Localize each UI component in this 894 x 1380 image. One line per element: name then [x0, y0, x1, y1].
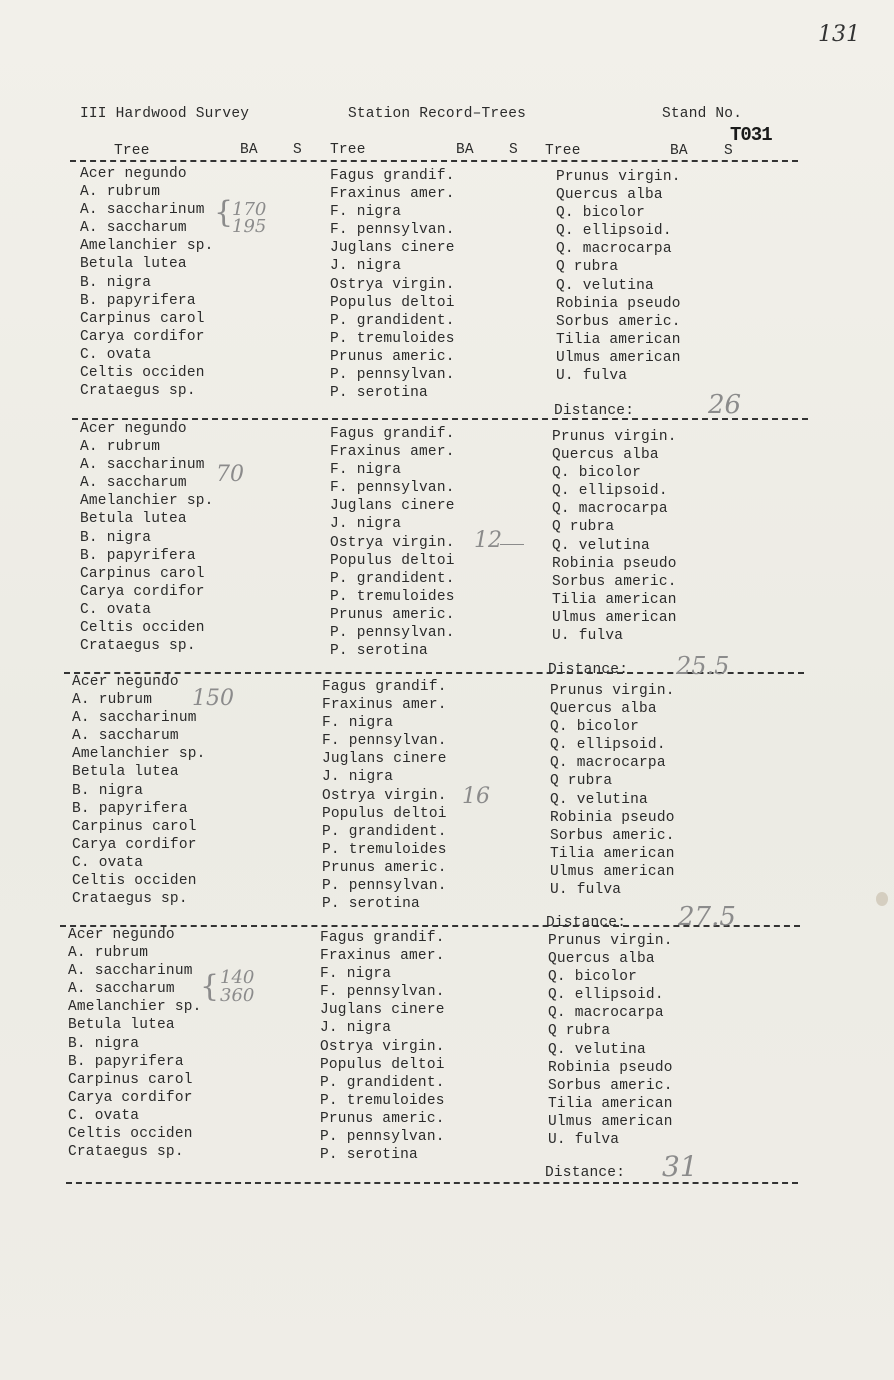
species-item: Prunus americ. [322, 859, 447, 876]
species-item: Crataegus sp. [72, 891, 188, 908]
species-item: Tilia american [548, 1095, 673, 1112]
species-item: Carya cordifor [80, 583, 205, 600]
species-item: B. papyrifera [68, 1053, 184, 1070]
species-item: Prunus virgin. [556, 169, 681, 185]
species-item: Carpinus carol [80, 310, 205, 327]
station-2-note-a: 70 [216, 462, 244, 487]
species-item: C. ovata [68, 1107, 140, 1124]
species-item: Amelanchier sp. [72, 746, 206, 763]
species-item: P. pennsylvan. [322, 878, 447, 895]
species-item: Carpinus carol [72, 818, 197, 835]
species-item: Quercus alba [548, 951, 655, 968]
species-item: P. tremuloides [330, 330, 455, 347]
species-item: P. grandident. [322, 823, 447, 840]
distance-label: Distance: [554, 403, 635, 419]
species-item: P. grandident. [320, 1074, 445, 1091]
species-item: Crataegus sp. [68, 1144, 184, 1161]
station-2-distance: 25.5 [676, 652, 730, 680]
species-item: Ostrya virgin. [320, 1038, 445, 1055]
species-item: Q. velutina [552, 537, 650, 554]
species-item: P. pennsylvan. [330, 625, 455, 642]
species-item: Q rubra [548, 1023, 611, 1040]
station-3-col2 [322, 678, 447, 913]
station-2-col2 [330, 425, 455, 660]
species-item: J. nigra [322, 769, 394, 786]
station-4-col2 [320, 929, 445, 1164]
species-item: P. pennsylvan. [330, 367, 455, 384]
station-3-note-a: 150 [192, 686, 234, 711]
species-item: Prunus virgin. [552, 429, 677, 445]
station-3-col3 [550, 682, 675, 899]
species-item: Amelanchier sp. [80, 238, 214, 255]
form-title: III Hardwood Survey [80, 106, 250, 122]
species-item: A. rubrum [80, 184, 161, 201]
species-item: Carpinus carol [80, 565, 205, 582]
species-item: Ostrya virgin. [330, 276, 455, 293]
species-item: Q. macrocarpa [556, 241, 672, 258]
species-item: A. saccharinum [68, 963, 193, 980]
species-item: Q. bicolor [550, 719, 640, 736]
species-item: P. serotina [330, 385, 428, 402]
station-1-col1 [80, 165, 214, 400]
species-item: Tilia american [550, 845, 675, 862]
species-item: Sorbus americ. [556, 313, 681, 330]
species-item: Q. macrocarpa [550, 755, 666, 772]
species-item: Ostrya virgin. [330, 534, 455, 551]
species-item: Ulmus american [552, 609, 677, 626]
col1-s-header: S [293, 142, 302, 158]
species-item: Juglans cinere [322, 751, 447, 768]
species-item: Q. bicolor [548, 969, 638, 986]
species-item: U. fulva [550, 882, 622, 899]
station-1-distance: 26 [708, 390, 742, 420]
species-item: Robinia pseudo [550, 809, 675, 826]
paper-stain [876, 892, 888, 906]
station-4-note-b: 360 [220, 985, 255, 1006]
species-item: Q rubra [550, 773, 613, 790]
col2-tree-header: Tree [330, 142, 366, 158]
species-item: Ulmus american [556, 349, 681, 366]
brace-mark: { [200, 969, 220, 1004]
species-item: Q rubra [552, 519, 615, 536]
species-item: A. saccharum [80, 220, 187, 237]
station-3-note-b: 16 [462, 784, 490, 809]
species-item: Juglans cinere [330, 498, 455, 515]
species-item: Robinia pseudo [556, 295, 681, 312]
species-item: Q. macrocarpa [552, 501, 668, 518]
species-item: P. serotina [322, 896, 420, 913]
species-item: Fagus grandif. [330, 168, 455, 184]
station-1-note-b: 195 [232, 216, 267, 237]
species-item: Q. ellipsoid. [548, 987, 664, 1004]
species-item: P. tremuloides [320, 1092, 445, 1109]
species-item: Populus deltoi [330, 294, 455, 311]
species-item: Populus deltoi [320, 1056, 445, 1073]
species-item: Prunus americ. [330, 348, 455, 365]
species-item: Fagus grandif. [320, 930, 445, 946]
species-item: Fagus grandif. [322, 679, 447, 695]
species-item: Betula lutea [72, 764, 179, 781]
species-item: A. rubrum [68, 945, 149, 962]
stand-label: Stand No. [662, 106, 743, 122]
species-item: U. fulva [548, 1132, 620, 1149]
species-item: A. saccharinum [80, 202, 205, 219]
col2-ba-header: BA [456, 142, 474, 158]
species-item: Acer negundo [80, 421, 187, 437]
species-item: Prunus americ. [320, 1110, 445, 1127]
species-item: Fagus grandif. [330, 426, 455, 442]
species-item: P. serotina [320, 1147, 418, 1164]
species-item: Q. ellipsoid. [556, 223, 672, 240]
species-item: Robinia pseudo [548, 1059, 673, 1076]
species-item: F. nigra [330, 462, 402, 479]
species-item: Carya cordifor [68, 1089, 193, 1106]
col2-s-header: S [509, 142, 518, 158]
species-item: P. grandident. [330, 312, 455, 329]
species-item: Carpinus carol [68, 1071, 193, 1088]
species-item: Prunus americ. [330, 606, 455, 623]
species-item: Populus deltoi [330, 552, 455, 569]
species-item: A. rubrum [72, 692, 153, 709]
station-1-col3 [556, 168, 681, 385]
species-item: J. nigra [320, 1020, 392, 1037]
species-item: Juglans cinere [330, 240, 455, 257]
station-4-note-a: 140 [220, 967, 255, 988]
species-item: Sorbus americ. [550, 827, 675, 844]
species-item: Q. bicolor [552, 465, 642, 482]
species-item: F. pennsylvan. [330, 222, 455, 239]
species-item: B. nigra [80, 274, 152, 291]
species-item: Celtis occiden [80, 620, 205, 637]
species-item: Amelanchier sp. [68, 999, 202, 1016]
species-item: A. saccharum [68, 981, 175, 998]
species-item: P. grandident. [330, 570, 455, 587]
species-item: C. ovata [80, 346, 152, 363]
divider-header [70, 160, 798, 162]
col1-tree-header: Tree [114, 143, 150, 159]
species-item: Quercus alba [552, 447, 659, 464]
corner-note: 131 [818, 22, 860, 47]
species-item: Ostrya virgin. [322, 787, 447, 804]
species-item: Q rubra [556, 259, 619, 276]
record-title: Station Record–Trees [348, 106, 527, 122]
species-item: Prunus virgin. [548, 933, 673, 949]
station-4-col3 [548, 932, 673, 1149]
species-item: Fraxinus amer. [330, 186, 455, 203]
species-item: Betula lutea [68, 1017, 175, 1034]
species-item: B. nigra [72, 782, 144, 799]
species-item: A. saccharum [80, 475, 187, 492]
species-item: F. nigra [330, 204, 402, 221]
col3-ba-header: BA [670, 143, 688, 159]
species-item: Celtis occiden [68, 1126, 193, 1143]
species-item: B. papyrifera [80, 547, 196, 564]
species-item: Q. bicolor [556, 205, 646, 222]
species-item: F. nigra [320, 966, 392, 983]
species-item: Robinia pseudo [552, 555, 677, 572]
species-item: Ulmus american [550, 863, 675, 880]
species-item: U. fulva [556, 368, 628, 385]
species-item: B. papyrifera [72, 800, 188, 817]
species-item: Q. velutina [556, 277, 654, 294]
species-item: Celtis occiden [72, 873, 197, 890]
station-1-col2 [330, 167, 455, 402]
species-item: P. tremuloides [322, 841, 447, 858]
station-2-col1 [80, 420, 214, 655]
species-item: C. ovata [80, 601, 152, 618]
species-item: Q. velutina [550, 791, 648, 808]
distance-label: Distance: [545, 1165, 626, 1181]
species-item: B. nigra [68, 1035, 140, 1052]
species-item: Betula lutea [80, 511, 187, 528]
species-item: C. ovata [72, 854, 144, 871]
distance-label: Distance: [546, 915, 627, 931]
species-item: Fraxinus amer. [320, 948, 445, 965]
species-item: Fraxinus amer. [330, 444, 455, 461]
distance-label: Distance: [548, 662, 629, 678]
species-item: Betula lutea [80, 256, 187, 273]
species-item: Carya cordifor [80, 328, 205, 345]
species-item: Prunus virgin. [550, 683, 675, 699]
species-item: P. pennsylvan. [320, 1129, 445, 1146]
species-item: P. tremuloides [330, 588, 455, 605]
species-item: Acer negundo [72, 674, 179, 690]
species-item: Fraxinus amer. [322, 697, 447, 714]
stand-number: T031 [730, 124, 772, 146]
species-item: Q. ellipsoid. [550, 737, 666, 754]
station-2-col3 [552, 428, 677, 645]
species-item: Celtis occiden [80, 365, 205, 382]
species-item: Tilia american [552, 591, 677, 608]
species-item: B. nigra [80, 529, 152, 546]
species-item: A. saccharum [72, 728, 179, 745]
species-item: Crataegus sp. [80, 383, 196, 400]
station-4-distance: 31 [662, 1150, 698, 1183]
species-item: F. pennsylvan. [322, 733, 447, 750]
species-item: Sorbus americ. [548, 1077, 673, 1094]
species-item: F. nigra [322, 715, 394, 732]
species-item: Amelanchier sp. [80, 493, 214, 510]
pencil-tick [500, 544, 524, 545]
station-2-note-b: 12 [474, 528, 502, 553]
species-item: A. saccharinum [80, 457, 205, 474]
species-item: Acer negundo [80, 166, 187, 182]
species-item: A. rubrum [80, 439, 161, 456]
species-item: Q. ellipsoid. [552, 483, 668, 500]
species-item: B. papyrifera [80, 292, 196, 309]
station-3-col1 [72, 673, 206, 908]
brace-mark: { [214, 195, 234, 230]
species-item: Quercus alba [556, 187, 663, 204]
species-item: F. pennsylvan. [320, 984, 445, 1001]
species-item: U. fulva [552, 628, 624, 645]
species-item: Carya cordifor [72, 836, 197, 853]
species-item: Sorbus americ. [552, 573, 677, 590]
species-item: J. nigra [330, 258, 402, 275]
species-item: Ulmus american [548, 1113, 673, 1130]
station-1-note-a: 170 [232, 199, 267, 220]
species-item: Tilia american [556, 331, 681, 348]
species-item: Juglans cinere [320, 1002, 445, 1019]
col3-tree-header: Tree [545, 143, 581, 159]
station-3-distance: 27.5 [678, 902, 736, 932]
col3-s-header: S [724, 143, 733, 159]
species-item: Acer negundo [68, 927, 175, 943]
species-item: Q. macrocarpa [548, 1005, 664, 1022]
species-item: Quercus alba [550, 701, 657, 718]
col1-ba-header: BA [240, 142, 258, 158]
species-item: A. saccharinum [72, 710, 197, 727]
species-item: J. nigra [330, 516, 402, 533]
species-item: P. serotina [330, 643, 428, 660]
species-item: Q. velutina [548, 1041, 646, 1058]
station-4-col1 [68, 926, 202, 1161]
species-item: Crataegus sp. [80, 638, 196, 655]
species-item: F. pennsylvan. [330, 480, 455, 497]
species-item: Populus deltoi [322, 805, 447, 822]
